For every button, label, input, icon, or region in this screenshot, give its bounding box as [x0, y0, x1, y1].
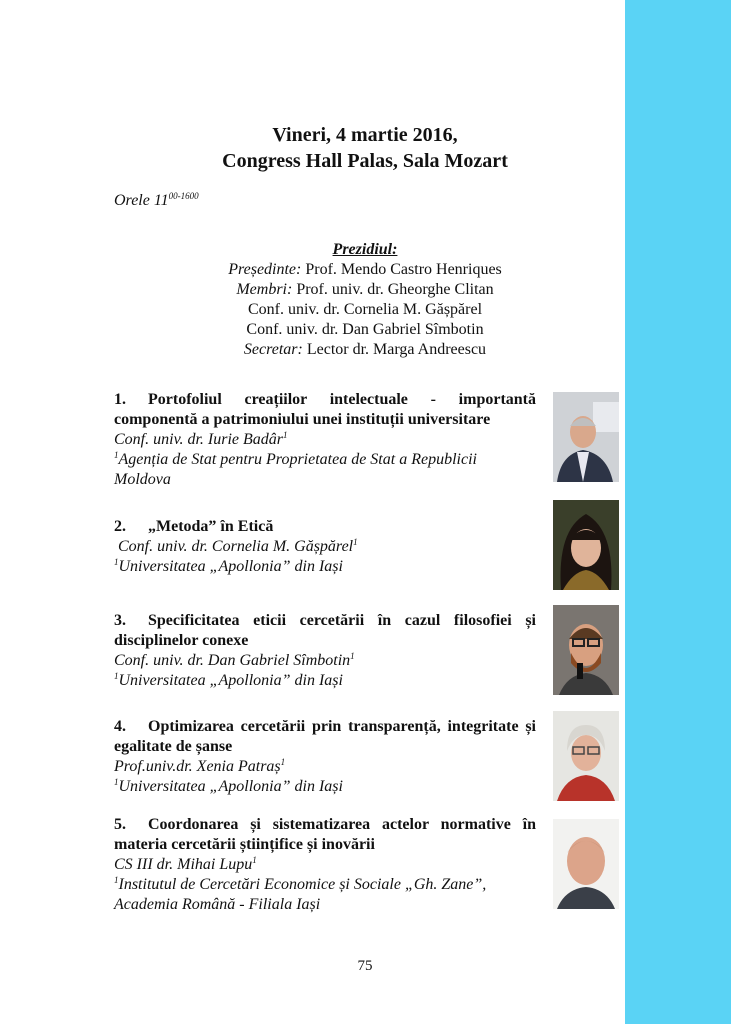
- member-line: Conf. univ. dr. Cornelia M. Gășpărel: [247, 301, 483, 318]
- paper-author: Prof.univ.dr. Xenia Patraș$^1$: [114, 757, 286, 775]
- paper-entry: [114, 517, 536, 577]
- author-photo: [553, 392, 619, 482]
- paper-entry: [114, 390, 536, 490]
- paper-entry: [114, 815, 536, 915]
- paper-entry: [114, 611, 536, 691]
- paper-author: Conf. univ. dr. Cornelia M. Gășpărel$^1$: [118, 537, 358, 555]
- author-photo: [553, 500, 619, 590]
- paper-author: CS III dr. Mihai Lupu$^1$: [114, 855, 257, 873]
- presidium-block: [190, 240, 540, 360]
- paper-author: Conf. univ. dr. Iurie Badâr$^1$: [114, 430, 288, 448]
- session-venue-title: Congress Hall Palas, Sala Mozart: [222, 150, 508, 172]
- author-photo: [553, 711, 619, 801]
- paper-entry: [114, 717, 536, 797]
- paper-affiliation: $^1$Agenția de Stat pentru Proprietatea de Stat a Republicii Moldova: [114, 450, 477, 488]
- side-color-band: [625, 0, 731, 1024]
- president-line: Președinte: Prof. Mendo Castro Henriques: [228, 261, 502, 278]
- session-date-title: Vineri, 4 martie 2016,: [272, 124, 458, 146]
- author-photo: [553, 819, 619, 909]
- paper-affiliation: $^1$Universitatea „Apollonia” din Iași: [114, 777, 343, 795]
- paper-affiliation: $^1$Institutul de Cercetări Economice și Sociale „Gh. Zane”, Academia Română - Filiala Iași: [114, 875, 487, 913]
- paper-title: 2. „Metoda” în Etică: [114, 518, 274, 535]
- session-hours: Orele $11^{00-1600}$: [114, 191, 199, 209]
- paper-title: 5. Coordonarea și sistematizarea actelor normative în materia cercetării științifice și inovării: [114, 816, 536, 853]
- page-number: 75: [357, 958, 373, 974]
- member-line: Conf. univ. dr. Dan Gabriel Sîmbotin: [246, 321, 484, 338]
- paper-affiliation: $^1$Universitatea „Apollonia” din Iași: [114, 671, 343, 689]
- paper-affiliation: $^1$Universitatea „Apollonia” din Iași: [114, 557, 343, 575]
- presidium-title: Prezidiul:: [332, 241, 398, 258]
- paper-author: Conf. univ. dr. Dan Gabriel Sîmbotin$^1$: [114, 651, 355, 669]
- paper-title: 1. Portofoliul creațiilor intelectuale - importantă componentă a patrimoniului unei instituții universitare: [114, 391, 536, 428]
- paper-title: 4. Optimizarea cercetării prin transparență, integritate și egalitate de șanse: [114, 718, 536, 755]
- paper-title: 3. Specificitatea eticii cercetării în cazul filosofiei și disciplinelor conexe: [114, 612, 536, 649]
- secretary-line: Secretar: Lector dr. Marga Andreescu: [243, 341, 487, 358]
- author-photo: [553, 605, 619, 695]
- members-line: Membri: Prof. univ. dr. Gheorghe Clitan: [236, 281, 494, 298]
